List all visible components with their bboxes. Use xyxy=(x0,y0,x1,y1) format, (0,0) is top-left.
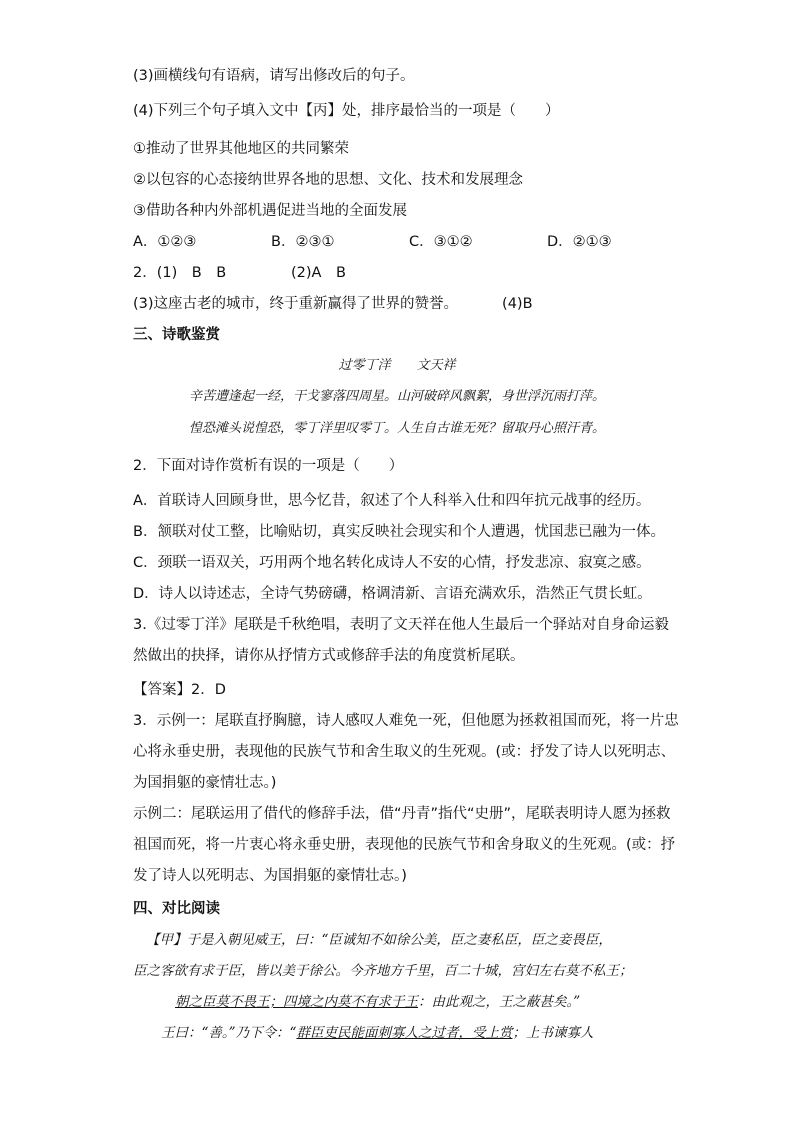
jia-line-3-rest: ：由此观之，王之蔽甚矣。” xyxy=(418,994,581,1010)
answer-label: 【答案】2．D xyxy=(133,682,226,698)
jia-line-2: 臣之客欲有求于臣，皆以美于徐公。今齐地方千里，百二十城，宫妇左右莫不私王； xyxy=(133,963,633,979)
jia-line-3 xyxy=(175,992,580,1012)
q2-title: 2．下面对诗作赏析有误的一项是（ ） xyxy=(133,458,404,474)
example-2-line-1: 示例二：尾联运用了借代的修辞手法，借“丹青”指代“史册”，尾联表明诗人愿为拯救 xyxy=(133,806,671,822)
poem-line-2: 惶恐滩头说惶恐，零丁洋里叹零丁。人生自古谁无死？留取丹心照汗青。 xyxy=(188,421,605,436)
q3-prompt-line-1: 3.《过零丁洋》尾联是千秋绝唱，表明了文天祥在他人生最后一个驿站对自身命运毅 xyxy=(133,617,669,633)
section-4-title: 四、对比阅读 xyxy=(133,901,220,917)
poem-line-1: 辛苦遭逢起一经，干戈寥落四周星。山河破碎风飘絮，身世浮沉雨打萍。 xyxy=(188,389,605,404)
sentence-3: ③借助各种内外部机遇促进当地的全面发展 xyxy=(133,203,407,219)
sentence-2: ②以包容的心态接纳世界各地的思想、文化、技术和发展理念 xyxy=(133,172,523,188)
answer-3: (3)这座古老的城市，终于重新赢得了世界的赞誉。 xyxy=(133,296,459,312)
answer-4: (4)B xyxy=(502,296,533,312)
q2-option-c: C．颈联一语双关，巧用两个地名转化成诗人不安的心情，抒发悲凉、寂寞之感。 xyxy=(133,555,651,571)
q2-option-b: B．颔联对仗工整，比喻贴切，真实反映社会现实和个人遭遇，忧国悲已融为一体。 xyxy=(133,524,665,540)
example-1-line-3: 为国捐躯的豪情壮志。) xyxy=(133,775,277,791)
example-2-line-2: 祖国而死，将一片衷心将永垂史册，表现他的民族气节和舍身取义的生死观。(或：抒 xyxy=(133,837,676,853)
choice-c: C．③①② xyxy=(409,234,473,250)
q2-option-d: D．诗人以诗述志，全诗气势磅礴，格调清新、言语充满欢乐，浩然正气贯长虹。 xyxy=(133,586,652,602)
jia-line-4-rest: ；上书谏寡人 xyxy=(512,1025,594,1041)
choices-row xyxy=(133,232,612,252)
question-4-prompt: (4)下列三个句子填入文中【丙】处，排序最恰当的一项是（ ） xyxy=(133,103,560,119)
poem-title: 过零丁洋 文天祥 xyxy=(338,358,456,373)
section-3-title: 三、诗歌鉴赏 xyxy=(133,327,220,343)
jia-line-1: 【甲】于是入朝见威王，曰：“臣诚知不如徐公美，臣之妻私臣，臣之妾畏臣， xyxy=(146,932,612,948)
choice-a: A．①②③ xyxy=(133,234,197,250)
answer-2-part2: (2)A B xyxy=(291,265,346,281)
example-2-line-3: 发了诗人以死明志、为国捐躯的豪情壮志。) xyxy=(133,868,407,884)
choice-b: B．②③① xyxy=(271,234,335,250)
sentence-1: ①推动了世界其他地区的共同繁荣 xyxy=(133,141,349,157)
answer-2-row xyxy=(133,263,346,283)
question-3-prompt: (3)画横线句有语病，请写出修改后的句子。 xyxy=(133,68,415,84)
jia-line-4-pre: 王曰：“善。”乃下令：“ xyxy=(161,1025,297,1041)
choice-d: D．②①③ xyxy=(547,234,612,250)
example-1-line-1: 3．示例一：尾联直抒胸臆，诗人感叹人难免一死，但他愿为拯救祖国而死，将一片忠 xyxy=(133,713,679,729)
answer-2-part1: 2．(1) B B xyxy=(133,265,227,281)
example-1-line-2: 心将永垂史册，表现他的民族气节和舍生取义的生死观。(或：抒发了诗人以死明志、 xyxy=(133,744,676,760)
jia-line-4 xyxy=(161,1023,593,1043)
jia-line-4-underlined: 群臣吏民能面刺寡人之过者，受上赏 xyxy=(296,1025,513,1041)
answer-3-row xyxy=(133,294,533,314)
q3-prompt-line-2: 然做出的抉择，请你从抒情方式或修辞手法的角度赏析尾联。 xyxy=(133,648,525,664)
q2-option-a: A．首联诗人回顾身世，思今忆昔，叙述了个人科举入仕和四年抗元战事的经历。 xyxy=(133,493,651,509)
jia-line-3-underlined: 朝之臣莫不畏王；四境之内莫不有求于王 xyxy=(175,994,418,1010)
